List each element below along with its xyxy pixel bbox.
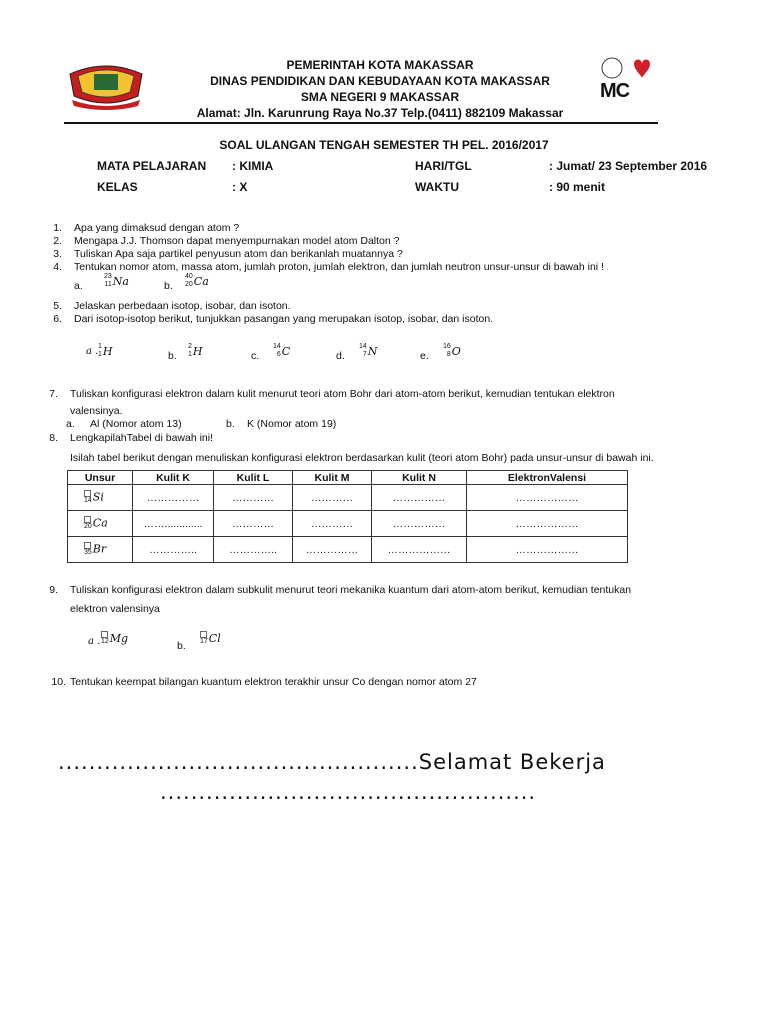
question-7: Tuliskan konfigurasi elektron dalam kulit menurut teori atom Bohr dari atom-atom berikut, kemudian tentukan elektron <box>70 388 615 400</box>
column-header: Unsur <box>68 471 133 485</box>
option-label: a. <box>66 418 75 430</box>
table-header-row <box>68 471 628 485</box>
option-label: c. <box>251 350 260 362</box>
table-cell[interactable]: …………… <box>293 537 372 563</box>
nuclide-h2: 2 1 H <box>188 343 203 358</box>
question-1: Apa yang dimaksud dengan atom ? <box>74 222 240 234</box>
column-header: Kulit M <box>293 471 372 485</box>
nuclide-na: 23 11 Na <box>104 273 129 288</box>
option-label: b. <box>164 280 173 292</box>
table-cell[interactable]: …………… <box>372 485 467 511</box>
header-line-3: SMA NEGERI 9 MAKASSAR <box>300 90 460 104</box>
day-label: HARI/TGL <box>415 159 472 173</box>
header-divider <box>64 122 658 124</box>
table-cell[interactable]: ………… <box>214 485 293 511</box>
closing-dots: ................................................. <box>160 780 537 804</box>
nuclide-c14: 14 6 C <box>273 343 291 358</box>
question-number: 8. <box>49 432 58 444</box>
element-cell: 14 Si <box>68 485 133 511</box>
question-number: 2. <box>53 235 62 247</box>
table-cell[interactable]: ……………… <box>467 485 628 511</box>
exam-title: SOAL ULANGAN TENGAH SEMESTER TH PEL. 2016/2017 <box>219 138 549 152</box>
table-cell[interactable]: ……………… <box>372 537 467 563</box>
option-text: Al (Nomor atom 13) <box>90 418 182 430</box>
class-value: : X <box>232 180 248 194</box>
subject-label: MATA PELAJARAN <box>97 159 207 173</box>
option-label: b. <box>168 350 177 362</box>
nuclide-h1: 1 1 H <box>98 343 113 358</box>
question-9-cont: elektron valensinya <box>70 603 160 615</box>
table-row <box>68 537 628 563</box>
question-8-instruction: Isilah tabel berikut dengan menuliskan konfigurasi elektron berdasarkan kulit (teori atom Bohr) pada unsur-unsur di bawah ini. <box>70 452 654 464</box>
question-number: 4. <box>53 261 62 273</box>
option-label: a. <box>74 280 83 292</box>
time-value: : 90 menit <box>549 180 606 194</box>
column-header: ElektronValensi <box>467 471 628 485</box>
question-number: 9. <box>49 584 58 596</box>
table-row <box>68 511 628 537</box>
table-cell[interactable]: ………….. <box>214 537 293 563</box>
question-number: 7. <box>49 388 58 400</box>
option-label: a . <box>86 346 99 357</box>
question-number: 1. <box>53 222 62 234</box>
table-cell[interactable]: ………… <box>214 511 293 537</box>
logo-text: MC <box>600 80 630 102</box>
option-label: d. <box>336 350 345 362</box>
table-row <box>68 485 628 511</box>
question-2: Mengapa J.J. Thomson dapat menyempurnakan model atom Dalton ? <box>74 235 400 247</box>
table-cell[interactable]: ………… <box>293 485 372 511</box>
question-3: Tuliskan Apa saja partikel penyusun atom dan berikanlah muatannya ? <box>74 248 403 260</box>
table-cell[interactable]: ………… <box>293 511 372 537</box>
question-number: 3. <box>53 248 62 260</box>
option-label: a . <box>88 636 101 647</box>
table-cell[interactable]: …………… <box>372 511 467 537</box>
nuclide-mg: 12 Mg <box>101 632 129 645</box>
electron-config-table <box>67 470 628 563</box>
question-number: 6. <box>53 313 62 325</box>
question-10: Tentukan keempat bilangan kuantum elektron terakhir unsur Co dengan nomor atom 27 <box>70 676 477 688</box>
city-emblem-logo <box>64 56 148 110</box>
time-label: WAKTU <box>415 180 459 194</box>
question-7-cont: valensinya. <box>70 405 123 417</box>
option-label: b. <box>177 640 186 652</box>
option-text: K (Nomor atom 19) <box>247 418 337 430</box>
day-value: : Jumat/ 23 September 2016 <box>549 159 708 173</box>
question-number: 10. <box>51 676 66 688</box>
table-cell[interactable]: …………… <box>133 485 214 511</box>
table-cell[interactable]: ……............. <box>133 511 214 537</box>
table-cell[interactable]: ……………… <box>467 537 628 563</box>
question-9: Tuliskan konfigurasi elektron dalam subkulit menurut teori mekanika kuantum dari atom-atom berikut, kemudian tentukan <box>70 584 632 596</box>
question-4: Tentukan nomor atom, massa atom, jumlah proton, jumlah elektron, dan jumlah neutron unsur-unsur di bawah ini ! <box>74 261 604 273</box>
class-label: KELAS <box>97 180 138 194</box>
header-line-1: PEMERINTAH KOTA MAKASSAR <box>286 58 474 72</box>
question-6: Dari isotop-isotop berikut, tunjukkan pasangan yang merupakan isotop, isobar, dan isoton. <box>74 313 494 325</box>
header-line-2: DINAS PENDIDIKAN DAN KEBUDAYAAN KOTA MAKASSAR <box>210 74 550 88</box>
question-8: LengkapilahTabel di bawah ini! <box>70 432 214 444</box>
question-number: 5. <box>53 300 62 312</box>
column-header: Kulit L <box>214 471 293 485</box>
option-label: b. <box>226 418 235 430</box>
header-address: Alamat: Jln. Karunrung Raya No.37 Telp.(0411) 882109 Makassar <box>196 106 564 120</box>
option-label: e. <box>420 350 429 362</box>
subject-value: : KIMIA <box>232 159 274 173</box>
nuclide-cl: 17 Cl <box>200 632 221 645</box>
closing-message: ...............................................Selamat Bekerja <box>58 750 606 774</box>
column-header: Kulit K <box>133 471 214 485</box>
element-cell: 35 Br <box>68 537 133 563</box>
question-5: Jelaskan perbedaan isotop, isobar, dan isoton. <box>74 300 291 312</box>
element-cell: 20 Ca <box>68 511 133 537</box>
table-cell[interactable]: ………….. <box>133 537 214 563</box>
table-cell[interactable]: ……………… <box>467 511 628 537</box>
nuclide-o16: 16 8 O <box>443 343 461 358</box>
column-header: Kulit N <box>372 471 467 485</box>
nuclide-ca: 40 20 Ca <box>185 273 209 288</box>
nuclide-n14: 14 7 N <box>359 343 378 358</box>
